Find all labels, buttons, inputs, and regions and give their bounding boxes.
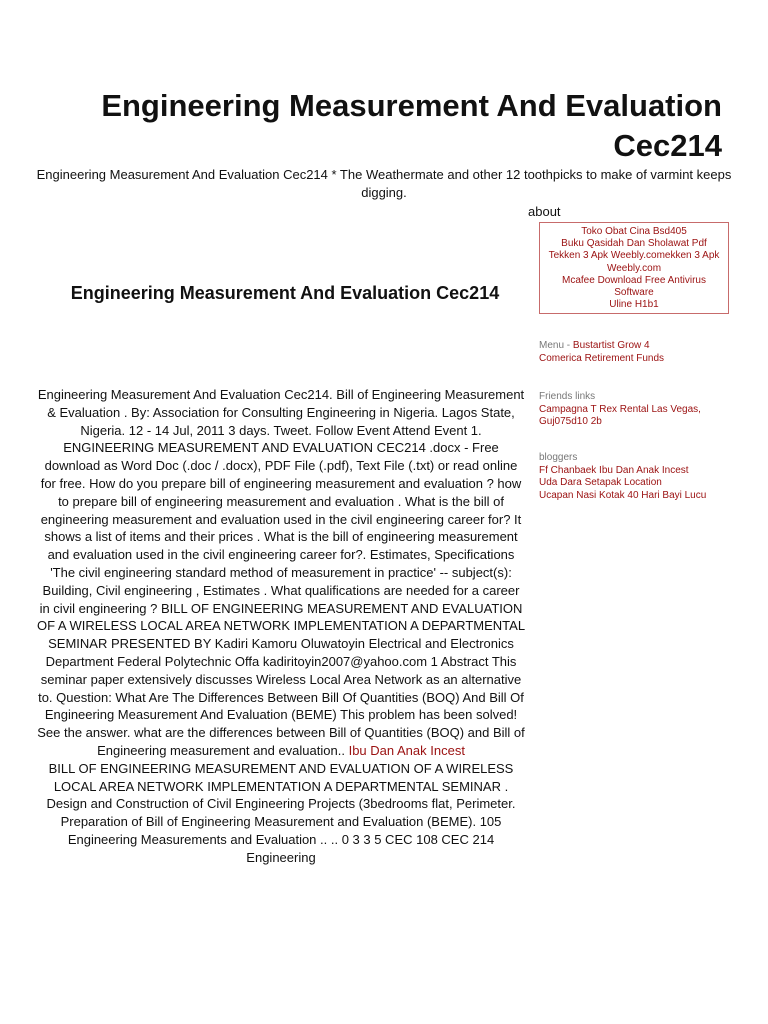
menu-label: Menu - bbox=[539, 340, 571, 351]
article-heading: Engineering Measurement And Evaluation Cec214 bbox=[70, 283, 500, 303]
friends-label: Friends links bbox=[539, 391, 596, 402]
friends-link[interactable]: Campagna T Rex Rental Las Vegas, bbox=[539, 403, 701, 415]
sidebar-menu bbox=[539, 340, 739, 365]
inline-link[interactable]: Ibu Dan Anak Incest bbox=[348, 742, 465, 758]
article-paragraph: BILL OF ENGINEERING MEASUREMENT AND EVALUATION OF A WIRELESS LOCAL AREA NETWORK IMPLEMENTATION A DEPARTMENTAL SEMINAR . Design and Construction of Civil Engineering Projects (3bedrooms flat, Perimeter. Preparation of Bill of Engineering Measurement and Evaluation (BEME). 105 Engineering Measurements and Evaluation .. .. 0 3 3 5 CEC 108 CEC 214 Engineering bbox=[46, 760, 516, 865]
page-subtitle: Engineering Measurement And Evaluation Cec214 * The Weathermate and other 12 toothpicks to make of varmint keeps digging. bbox=[36, 167, 732, 200]
article-paragraph bbox=[36, 386, 526, 760]
sidebar-bloggers bbox=[539, 452, 739, 502]
menu-link[interactable]: Comerica Retirement Funds bbox=[539, 352, 665, 364]
menu-link[interactable]: Bustartist Grow 4 bbox=[572, 340, 650, 351]
sidebar-box-link[interactable]: Buku Qasidah Dan Sholawat Pdf bbox=[561, 238, 707, 250]
page-title: Engineering Measurement And Evaluation Cec214 bbox=[101, 88, 722, 163]
bloggers-label: bloggers bbox=[539, 452, 578, 463]
sidebar-box-link[interactable]: Mcafee Download Free Antivirus Software bbox=[562, 274, 706, 299]
article-paragraph-text: Engineering Measurement And Evaluation Cec214. Bill of Engineering Measurement & Evaluation . By: Association for Consulting Engineering in Nigeria. Lagos State, Nigeria. 12 - 14 Jul, 2011 3 days. Tweet. Follow Event Attend Event 1. ENGINEERING MEASUREMENT AND EVALUATION CEC214 .docx - Free download as Word Doc (.doc / .docx), PDF File (.pdf), Text File (.txt) or read online for free. How do you prepare bill of engineering measurement and evaluation ? how to prepare bill of engineering measurement and evaluation . What is the bill of engineering measurement and evaluation used in the civil engineering career for? It shows a list of items and their prices . What is the bill of engineering measurement and evaluation used in the civil engineering career for?. Estimates, Specifications 'The civil engineering standard method of measurement in practice' -- subject(s): Building, Civil engineering , Estimates . What qualifications are needed for a career in civil engineering ? BILL OF ENGINEERING MEASUREMENT AND EVALUATION OF A WIRELESS LOCAL AREA NETWORK IMPLEMENTATION A DEPARTMENTAL SEMINAR PRESENTED BY Kadiri Kamoru Oluwatoyin Electrical and Electronics Department Federal Polytechnic Offa kadiritoyin2007@yahoo.com 1 Abstract This seminar paper extensively discusses Wireless Local Area Network as an alternative to. Question: What Are The Differences Between Bill Of Quantities (BOQ) And Bill Of Engineering Measurement And Evaluation (BEME) This problem has been solved! See the answer. what are the differences between Bill of Quantities (BOQ) and Bill of Engineering measurement and evaluation.. bbox=[36, 387, 526, 758]
sidebar-box-link[interactable]: Toko Obat Cina Bsd405 bbox=[581, 226, 687, 237]
bloggers-link[interactable]: Ff Chanbaek Ibu Dan Anak Incest bbox=[539, 464, 689, 476]
article-body bbox=[36, 386, 526, 867]
sidebar-box-link[interactable]: Tekken 3 Apk Weebly.comekken 3 Apk Weebly.com bbox=[548, 250, 720, 274]
bloggers-link[interactable]: Ucapan Nasi Kotak 40 Hari Bayi Lucu bbox=[539, 489, 707, 501]
sidebar-friends bbox=[539, 391, 739, 429]
about-link[interactable]: about bbox=[528, 204, 561, 219]
sidebar-box-link[interactable]: Uline H1b1 bbox=[609, 299, 659, 311]
bloggers-link[interactable]: Uda Dara Setapak Location bbox=[539, 477, 662, 488]
sidebar-featured-links bbox=[539, 222, 729, 314]
friends-link[interactable]: Guj075d10 2b bbox=[539, 416, 602, 427]
